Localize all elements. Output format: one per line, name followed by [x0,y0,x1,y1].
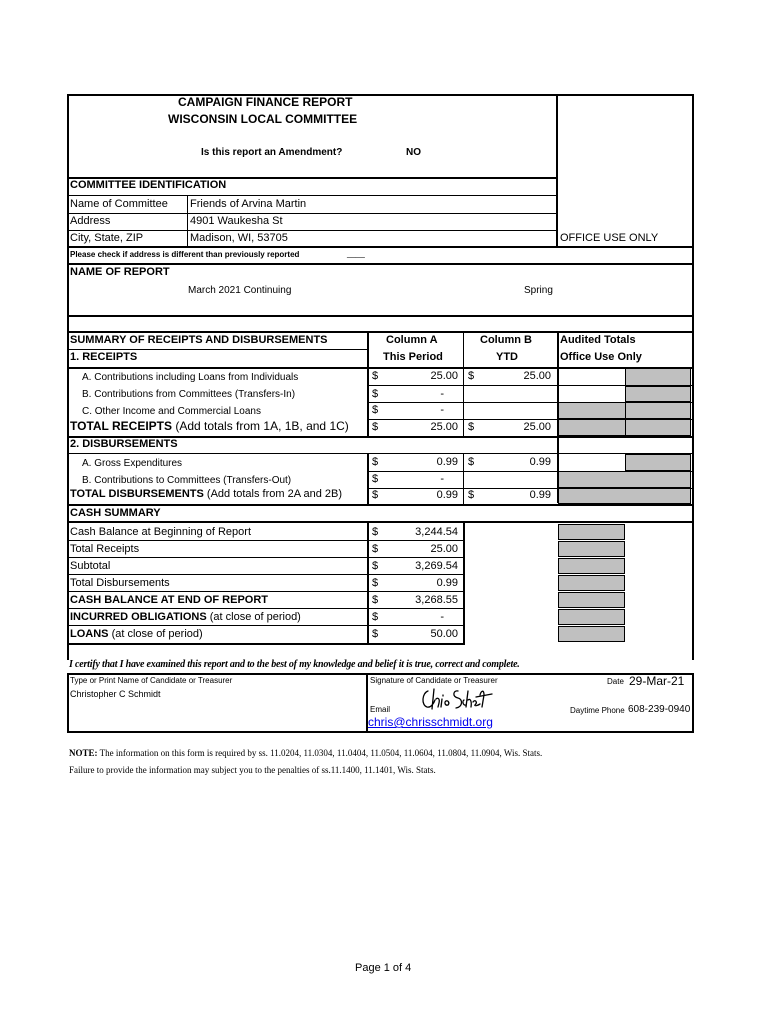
report-subtitle: WISCONSIN LOCAL COMMITTEE [168,112,358,126]
amount-col-a[interactable]: - [440,404,444,416]
cash-label: Subtotal [70,560,111,572]
address-change-checkbox[interactable]: ____ [347,249,365,258]
report-name-value[interactable]: March 2021 Continuing [188,285,292,296]
address-value[interactable]: 4901 Waukesha St [190,215,283,227]
cash-value[interactable]: 3,269.54 [415,560,458,572]
date-value[interactable]: 29-Mar-21 [629,674,685,688]
currency-symbol: $ [372,526,379,538]
currency-symbol: $ [468,489,475,501]
cash-value[interactable]: 0.99 [436,577,458,589]
report-season[interactable]: Spring [524,285,553,296]
receipt-label: A. Contributions including Loans from Individuals [82,372,299,383]
page-number: Page 1 of 4 [355,962,412,974]
city-label: City, State, ZIP [70,232,144,244]
audited-title: Audited Totals [560,334,636,346]
certification-statement: I certify that I have examined this report and to the best of my knowledge and belief it is true, correct and complete. [69,659,520,670]
disbursement-label: A. Gross Expenditures [82,458,183,469]
disbursement-label: B. Contributions to Committees (Transfers-Out) [82,475,292,486]
receipt-label: C. Other Income and Commercial Loans [82,406,261,417]
address-label: Address [70,215,111,227]
currency-symbol: $ [372,543,379,555]
total-receipts-col-b[interactable]: 25.00 [523,421,551,433]
total-disbursements-col-a[interactable]: 0.99 [436,489,458,501]
col-b-title: Column B [480,334,532,346]
signature-label: Signature of Candidate or Treasurer [370,676,498,685]
email-label: Email [370,705,391,714]
cash-label: LOANS (at close of period) [70,628,203,640]
amount-col-b[interactable]: 25.00 [523,370,551,382]
treasurer-name[interactable]: Christopher C Schmidt [70,689,161,699]
penalty-line: Failure to provide the information may subject you to the penalties of ss.11.1400, 11.1401, Wis. Stats. [69,765,436,775]
cash-value[interactable]: - [440,611,444,623]
currency-symbol: $ [372,421,379,433]
currency-symbol: $ [372,611,379,623]
phone-label: Daytime Phone [570,706,625,715]
cash-value[interactable]: 3,244.54 [415,526,458,538]
total-disbursements-label: TOTAL DISBURSEMENTS (Add totals from 2A and 2B) [70,488,343,500]
currency-symbol: $ [372,473,379,485]
office-use-label: OFFICE USE ONLY [560,232,659,244]
cash-label: Cash Balance at Beginning of Report [70,526,252,538]
col-a-sub: This Period [383,351,443,363]
signature-image [418,685,494,715]
cash-value[interactable]: 25.00 [430,543,458,555]
cash-label: CASH BALANCE AT END OF REPORT [70,594,268,606]
currency-symbol: $ [372,560,379,572]
date-label: Date [607,677,624,686]
total-receipts-label: TOTAL RECEIPTS (Add totals from 1A, 1B, and 1C) [70,419,349,433]
amendment-question: Is this report an Amendment? [201,147,343,158]
currency-symbol: $ [372,489,379,501]
receipt-label: B. Contributions from Committees (Transfers-In) [82,389,296,400]
audited-sub: Office Use Only [560,351,642,363]
cash-label: Total Disbursements [70,577,170,589]
committee-name-label: Name of Committee [70,198,168,210]
cash-label: Total Receipts [70,543,140,555]
col-b-sub: YTD [496,351,518,363]
currency-symbol: $ [372,370,379,382]
currency-symbol: $ [468,370,475,382]
total-receipts-col-a[interactable]: 25.00 [430,421,458,433]
receipts-title: 1. RECEIPTS [70,351,138,363]
amount-col-a[interactable]: 0.99 [436,456,458,468]
city-value[interactable]: Madison, WI, 53705 [190,232,288,244]
report-name-title: NAME OF REPORT [70,266,170,278]
note-line: NOTE: The information on this form is required by ss. 11.0204, 11.0304, 11.0404, 11.0504, 11.0604, 11.0804, 11.0904, Wis. Stats. [69,748,543,758]
currency-symbol: $ [372,456,379,468]
committee-section-title: COMMITTEE IDENTIFICATION [70,179,227,191]
cash-label: INCURRED OBLIGATIONS (at close of period) [70,611,301,623]
amount-col-a[interactable]: - [440,388,444,400]
committee-name-value[interactable]: Friends of Arvina Martin [190,198,307,210]
cash-summary-title: CASH SUMMARY [70,507,161,519]
total-disbursements-col-b[interactable]: 0.99 [529,489,551,501]
currency-symbol: $ [372,577,379,589]
currency-symbol: $ [372,594,379,606]
amount-col-b[interactable]: 0.99 [529,456,551,468]
address-change-note: Please check if address is different than previously reported [70,250,300,259]
currency-symbol: $ [372,388,379,400]
amount-col-a[interactable]: - [440,473,444,485]
disbursements-title: 2. DISBURSEMENTS [70,438,178,450]
report-title: CAMPAIGN FINANCE REPORT [178,95,353,109]
email-link[interactable]: chris@chrisschmidt.org [368,715,493,729]
currency-symbol: $ [468,456,475,468]
currency-symbol: $ [372,404,379,416]
amount-col-a[interactable]: 25.00 [430,370,458,382]
currency-symbol: $ [468,421,475,433]
phone-value[interactable]: 608-239-0940 [628,704,691,715]
name-label: Type or Print Name of Candidate or Treasurer [70,676,233,685]
amendment-answer[interactable]: NO [406,147,421,158]
cash-value[interactable]: 50.00 [430,628,458,640]
currency-symbol: $ [372,628,379,640]
summary-title: SUMMARY OF RECEIPTS AND DISBURSEMENTS [70,334,328,346]
col-a-title: Column A [386,334,438,346]
cash-value[interactable]: 3,268.55 [415,594,458,606]
